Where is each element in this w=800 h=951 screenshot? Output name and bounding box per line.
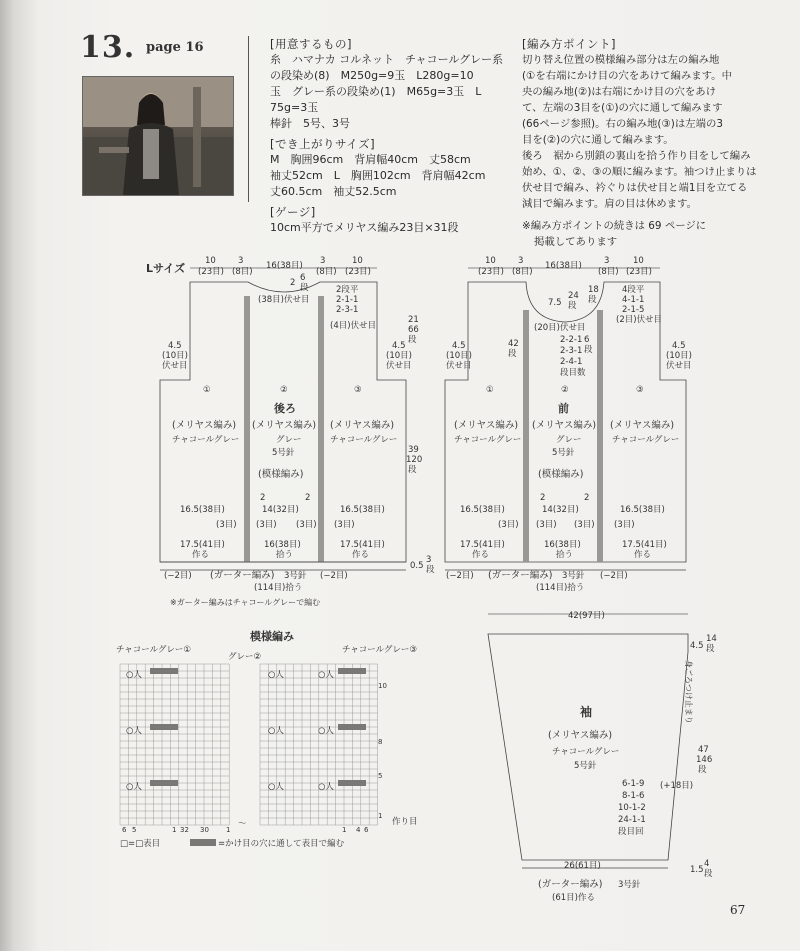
chart-symbol: ○人	[126, 782, 142, 792]
sleeve-top-dim: 42(97目)	[568, 611, 605, 621]
page-number: 67	[730, 903, 746, 917]
page-reference: page 16	[146, 40, 204, 55]
back-shoulder-label: 2段平	[336, 285, 359, 295]
front-top-dim: (8目)	[512, 267, 533, 277]
back-shoulder-label: 2-3-1	[336, 305, 359, 315]
back-top-dim: 16(38目)	[266, 261, 303, 271]
front-title: 前	[558, 402, 569, 415]
chart-pattern-bar	[338, 724, 366, 730]
front-low-dim: 2	[540, 493, 546, 503]
back-top-dim: 3	[320, 256, 326, 266]
back-top-dim: (23目)	[198, 267, 224, 277]
front-bottom-dim: 16(38目)	[544, 540, 581, 550]
front-panel-seam	[597, 310, 603, 562]
front-color-3: チャコールグレー	[612, 435, 680, 445]
chart-symbol: ○人	[268, 782, 284, 792]
sleeve-top-right: 段	[706, 644, 715, 654]
back-neck-label: 6	[300, 273, 306, 283]
sleeve-height: 47	[698, 745, 709, 755]
sleeve-garter: 3号針	[618, 880, 641, 890]
chart-col-num: 30	[200, 826, 209, 834]
front-center: 2-4-1	[560, 357, 583, 367]
front-low-dim: 16.5(38目)	[620, 505, 665, 515]
front-top-dim: 16(38目)	[545, 261, 582, 271]
back-height: 66	[408, 325, 419, 335]
sleeve-plus: (+18目)	[660, 781, 694, 791]
chart-label-mid: グレー②	[228, 652, 262, 662]
front-bottom-dim: 作る	[472, 550, 490, 560]
points-line: 切り替え位置の模様編み部分は左の編み地	[522, 54, 720, 66]
back-shoulder-label: (4目)伏せ目	[330, 321, 377, 331]
front-top-dim: (23目)	[626, 267, 652, 277]
front-top-dim: (23目)	[478, 267, 504, 277]
front-top-dim: 10	[485, 256, 496, 266]
chart-symbol: ○人	[268, 726, 284, 736]
chart-label-right: チャコールグレー③	[342, 645, 418, 655]
chart-col-num: 1	[226, 826, 231, 834]
sleeve-top-right: 4.5	[690, 641, 704, 651]
back-top-dim: (8目)	[316, 267, 337, 277]
back-panel-3: ③	[354, 385, 362, 395]
back-armhole-left: (10目)	[162, 351, 188, 361]
back-bottom-dim: 17.5(41目)	[340, 540, 385, 550]
back-hem: 段	[426, 565, 435, 575]
chart-made-label: 作り目	[392, 817, 418, 827]
back-hem: 0.5	[410, 561, 424, 571]
points-line: 後ろ 裾から別鎖の裏山を拾う作り目をして編み	[522, 150, 751, 162]
pattern-chart-grid	[120, 664, 378, 825]
front-neck: (20目)伏せ目	[534, 323, 586, 333]
materials-line: の段染め(8) M250g=9玉 L280g=10	[270, 69, 474, 82]
front-needle: 5号針	[552, 448, 575, 458]
back-height: 段	[408, 335, 417, 345]
size-line: 袖丈52cm L 胸囲102cm 背肩幅42cm	[270, 169, 486, 182]
sleeve-dec: 段目回	[618, 827, 644, 837]
chart-legend-1: □=□表目	[120, 839, 161, 849]
front-shoulder: 2-1-5	[622, 305, 645, 315]
sleeve-dec: 10-1-2	[618, 803, 646, 813]
back-bottom-dim: 17.5(41目)	[180, 540, 225, 550]
front-panel-1: ①	[486, 385, 494, 395]
materials-line: 糸 ハマナカ コルネット チャコールグレー系	[270, 53, 504, 66]
front-armhole-right: 4.5	[672, 341, 686, 351]
front-neck: 6	[584, 335, 590, 345]
chart-symbol: ○人	[318, 670, 334, 680]
front-center: 2-3-1	[560, 346, 583, 356]
front-shoulder: 4-1-1	[622, 295, 645, 305]
points-line: 始め、①、②、③の順に編みます。袖つけ止まりは	[522, 166, 757, 178]
front-top-dim: 3	[604, 256, 610, 266]
sleeve-height: 146	[696, 755, 713, 765]
chart-title: 模様編み	[250, 630, 294, 643]
front-stitch-1: (メリヤス編み)	[454, 420, 519, 431]
back-low-dim: 16.5(38目)	[180, 505, 225, 515]
back-garter: (−2目)	[320, 571, 348, 581]
front-bottom-dim: 作る	[634, 550, 652, 560]
back-shoulder-label: 2-1-1	[336, 295, 359, 305]
front-armhole-right: (10目)	[666, 351, 692, 361]
back-stitch-1: (メリヤス編み)	[172, 420, 237, 431]
chart-col-num: 6	[122, 826, 127, 834]
sleeve-needle: 5号針	[574, 761, 597, 771]
front-top-dim: (8目)	[598, 267, 619, 277]
chart-col-num: 5	[132, 826, 137, 834]
front-low-dim: (3目)	[536, 520, 557, 530]
chart-pattern-bar	[150, 724, 178, 730]
back-garter: (−2目)	[164, 571, 192, 581]
back-low-dim: (3目)	[334, 520, 355, 530]
front-panel-3: ③	[636, 385, 644, 395]
back-armhole-left: 4.5	[168, 341, 182, 351]
front-bottom-dim: 17.5(41目)	[622, 540, 667, 550]
sleeve-dec: 6-1-9	[622, 779, 645, 789]
size-line: M 胸囲96cm 背肩幅40cm 丈58cm	[270, 153, 471, 166]
back-height: 段	[408, 465, 417, 475]
points-line: 減目で編みます。肩の目は休めます。	[522, 198, 697, 210]
back-armhole-right: (10目)	[386, 351, 412, 361]
back-stitch-2: (メリヤス編み)	[252, 420, 317, 431]
back-needle: 5号針	[272, 448, 295, 458]
back-armhole-right: 4.5	[392, 341, 406, 351]
front-top-dim: 3	[518, 256, 524, 266]
front-pattern: (模様編み)	[538, 469, 584, 480]
back-top-dim: 10	[352, 256, 363, 266]
front-garter: 3号針	[562, 571, 585, 581]
sleeve-bottom-right: 1.5	[690, 865, 704, 875]
back-neck-bindoff: (38目)伏せ目	[258, 295, 310, 305]
chart-symbol: ○人	[126, 670, 142, 680]
back-top-dim: 3	[238, 256, 244, 266]
back-bottom-dim: 16(38目)	[264, 540, 301, 550]
materials-title: [用意するもの]	[270, 37, 352, 51]
front-neck: 24	[568, 291, 579, 301]
chart-pattern-bar	[338, 780, 366, 786]
points-line: (①を右端にかけ目の穴をあけて編みます。中	[522, 70, 732, 82]
chart-symbol: ○人	[318, 782, 334, 792]
back-garter: (114目)拾う	[254, 583, 303, 593]
chart-label-left: チャコールグレー①	[116, 645, 192, 655]
sleeve-stop-label: 身ごろつけ止まり	[684, 660, 693, 724]
back-pattern: (模様編み)	[258, 469, 304, 480]
chart-pattern-bar	[150, 780, 178, 786]
front-center: 42	[508, 339, 519, 349]
chart-col-num: 1	[342, 826, 347, 834]
back-low-dim: (3目)	[216, 520, 237, 530]
sleeve-bottom-dim: 26(61目)	[564, 861, 601, 871]
sleeve-title: 袖	[580, 705, 593, 719]
front-garter: (−2目)	[600, 571, 628, 581]
back-top-dim: 10	[205, 256, 216, 266]
points-title: [編み方ポイント]	[522, 37, 616, 51]
sleeve-top-right: 14	[706, 634, 717, 644]
front-color-1: チャコールグレー	[454, 435, 522, 445]
chart-row-num: 5	[378, 772, 383, 780]
sleeve-bottom-right: 4	[704, 859, 710, 869]
back-color-2: グレー	[276, 435, 302, 445]
materials-line: 75g=3玉	[270, 101, 319, 114]
sleeve-dec: 24-1-1	[618, 815, 646, 825]
points-line: て、左端の3目を(①)の穴に通して編みます	[522, 102, 723, 114]
front-armhole-left: 4.5	[452, 341, 466, 351]
materials-line: 棒針 5号、3号	[270, 117, 350, 130]
back-low-dim: 14(32目)	[262, 505, 299, 515]
back-bottom-dim: 作る	[352, 550, 370, 560]
front-garter: (−2目)	[446, 571, 474, 581]
back-low-dim: 2	[260, 493, 266, 503]
front-shoulder: 4段平	[622, 285, 645, 295]
points-line: (66ページ参照)。右の編み地(③)は左端の3	[522, 118, 724, 130]
front-panel-seam	[523, 310, 529, 562]
front-stitch-3: (メリヤス編み)	[610, 420, 675, 431]
front-panel-2: ②	[561, 385, 569, 395]
points-note: ※編み方ポイントの続きは 69 ページに	[522, 220, 707, 232]
back-panel-2: ②	[280, 385, 288, 395]
points-line: 伏せ目で編み、衿ぐりは伏せ目と端1目を立てる	[522, 182, 748, 194]
front-neck: 段	[568, 301, 577, 311]
back-color-1: チャコールグレー	[172, 435, 240, 445]
front-center: 2-2-1	[560, 335, 583, 345]
front-neck: 7.5	[548, 298, 562, 308]
chart-symbol: ○人	[126, 726, 142, 736]
chart-symbol: ○人	[268, 670, 284, 680]
pattern-number: 13.	[80, 30, 136, 65]
front-low-dim: 2	[584, 493, 590, 503]
chart-col-num: 32	[180, 826, 189, 834]
chart-legend-2: =かけ目の穴に通して表目で編む	[218, 839, 345, 849]
back-panel-seam	[318, 296, 324, 562]
back-armhole-right: 伏せ目	[386, 361, 412, 371]
chart-row-num: 8	[378, 738, 383, 746]
back-garter: (ガーター編み)	[210, 570, 275, 581]
chart-row-num: 1	[378, 812, 383, 820]
chart-col-num: 4	[356, 826, 361, 834]
size-line: 丈60.5cm 袖丈52.5cm	[270, 185, 397, 198]
front-center: 段	[508, 349, 517, 359]
back-height: 21	[408, 315, 419, 325]
chart-col-num: 1	[172, 826, 177, 834]
front-color-2: グレー	[556, 435, 582, 445]
chart-pattern-bar	[150, 668, 178, 674]
chart-legend-swatch	[190, 839, 216, 846]
back-height: 120	[406, 455, 423, 465]
front-armhole-left: (10目)	[446, 351, 472, 361]
front-stitch-2: (メリヤス編み)	[532, 420, 597, 431]
size-title: [でき上がりサイズ]	[270, 137, 376, 151]
front-armhole-left: 伏せ目	[446, 361, 472, 371]
front-neck: 段	[584, 345, 593, 355]
sleeve-bottom-right: 段	[704, 869, 713, 879]
back-title: 後ろ	[274, 402, 296, 415]
front-armhole-right: 伏せ目	[666, 361, 692, 371]
front-low-dim: (3目)	[498, 520, 519, 530]
chart-symbol: ○人	[318, 726, 334, 736]
front-neck: 18	[588, 285, 599, 295]
front-top-dim: 10	[633, 256, 644, 266]
chart-col-num: 6	[364, 826, 369, 834]
points-note: 掲載してあります	[534, 236, 618, 248]
back-neck-label: 段	[300, 283, 309, 293]
front-shoulder: (2目)伏せ目	[616, 315, 663, 325]
materials-line: 玉 グレー系の段染め(1) M65g=3玉 L	[270, 85, 482, 98]
back-color-3: チャコールグレー	[330, 435, 398, 445]
sleeve-color: チャコールグレー	[552, 747, 620, 757]
back-low-dim: (3目)	[296, 520, 317, 530]
garter-note: ※ガーター編みはチャコールグレーで編む	[170, 598, 321, 607]
chart-pattern-bar	[338, 668, 366, 674]
back-low-dim: 2	[305, 493, 311, 503]
back-bottom-dim: 拾う	[276, 550, 294, 560]
sleeve-height: 段	[698, 765, 707, 775]
back-height: 39	[408, 445, 419, 455]
chart-row-num: 10	[378, 682, 387, 690]
back-top-dim: (23目)	[345, 267, 371, 277]
back-panel-seam	[244, 296, 250, 562]
front-garter: (114目)拾う	[536, 583, 585, 593]
back-top-dim: (8目)	[232, 267, 253, 277]
points-line: 目を(②)の穴に通して編みます。	[522, 134, 674, 146]
sleeve-dec: 8-1-6	[622, 791, 645, 801]
back-hem: 3	[426, 555, 432, 565]
gauge-text: 10cm平方でメリヤス編み23目×31段	[270, 221, 459, 234]
back-bottom-dim: 作る	[192, 550, 210, 560]
sleeve-garter: (ガーター編み)	[538, 879, 603, 890]
back-low-dim: (3目)	[256, 520, 277, 530]
front-low-dim: 14(32目)	[542, 505, 579, 515]
size-label: Lサイズ	[146, 262, 186, 275]
chart-tilde: 〜	[238, 819, 247, 829]
points-line: 央の編み地(②)は右端にかけ目の穴をあけ	[522, 86, 717, 98]
sleeve-stitch: (メリヤス編み)	[548, 730, 613, 741]
front-garter: (ガーター編み)	[488, 570, 553, 581]
front-bottom-dim: 拾う	[556, 550, 574, 560]
front-center: 段目数	[560, 368, 586, 378]
gauge-title: [ゲージ]	[270, 205, 316, 219]
back-garter: 3号針	[284, 571, 307, 581]
front-bottom-dim: 17.5(41目)	[460, 540, 505, 550]
back-low-dim: 16.5(38目)	[340, 505, 385, 515]
front-low-dim: 16.5(38目)	[460, 505, 505, 515]
front-neck: 段	[588, 295, 597, 305]
back-stitch-3: (メリヤス編み)	[330, 420, 395, 431]
back-panel-1: ①	[203, 385, 211, 395]
back-armhole-left: 伏せ目	[162, 361, 188, 371]
front-low-dim: (3目)	[574, 520, 595, 530]
sleeve-garter: (61目)作る	[552, 893, 595, 903]
front-low-dim: (3目)	[614, 520, 635, 530]
back-neck-label: 2	[290, 278, 296, 288]
